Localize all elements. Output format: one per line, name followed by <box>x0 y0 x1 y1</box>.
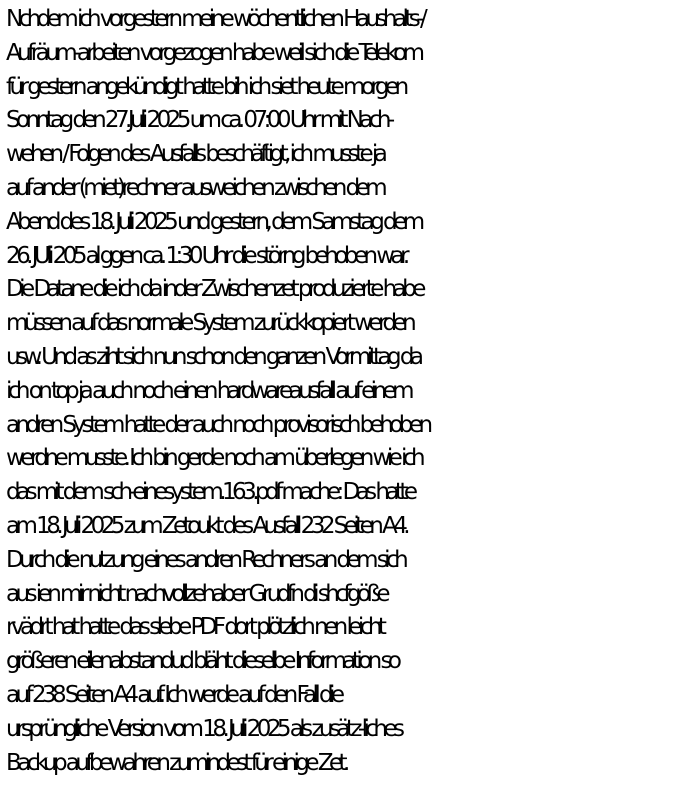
text-line: ich on top ja auch noch einen hardwareausfall auf einem <box>6 377 410 404</box>
text-line: ursprüngliche Version vom 18. Juli 2025 als zusätz-liches <box>6 715 401 742</box>
text-line: am 18. Juli 2025 zum Zetoukt des Ausfall 232 Seiten A4. <box>6 512 407 539</box>
text-line: Sonntag den 27.Juli 2025 um ca. 07:00 Uhr mit Nach- <box>6 107 391 134</box>
text-line: andren System hatte der auch noch provisorisch behoben <box>6 411 429 438</box>
text-line: Aufräum-arbeiten vorgezogen habe weil sich die Telekom <box>6 39 421 66</box>
text-line: müssen auf das normale System zurückkopiert werden <box>6 310 413 337</box>
text-line: 26. JUli 205 al ggen ca. 1:30 Uhr die störng behoben war. <box>6 242 406 269</box>
text-line: Nchdem ich vorgestern meine wöchentlichen Haushalts-/ <box>6 6 424 32</box>
text-line: größeren eilenabstandud bläht dieselbe Information so <box>6 648 398 675</box>
text-line: usw. Und as ziht sich nun schon den ganzen Vormittag da <box>6 343 420 370</box>
text-line: werdne musste. Ich bin gerde noch am überlegen wie ich <box>6 445 421 472</box>
text-line: auf ander (miet)rechner ausweichen zwischen dem <box>6 174 384 201</box>
text-line: für gestern angekündigt hatte bih ich siet heute morgen <box>6 73 405 100</box>
text-line: Abend des 18. Juli 2025 und gestern, dem Samstag dem <box>6 208 421 235</box>
text-line: aus ien mir nicht nachvollzehaber Grudfn di shcfgöße <box>6 580 386 607</box>
text-line: Durch die nutzung eines andren Rechners an dem sich <box>6 546 405 573</box>
text-line: Die Datane die ich da inder Zwischenzet produzierte habe <box>6 276 422 303</box>
text-line: wehen / Folgen des Ausfalls beschäftigt, ich musste ja <box>6 141 384 168</box>
text-line: das mit dem sch-einesystem.163.pdf mache: Das hatte <box>6 479 414 506</box>
document-body <box>6 3 684 780</box>
text-line: Backup aufbewahren zumindest für einige Zet. <box>6 749 346 776</box>
text-line: auf 238 Seiten A4 auf. Ich werde auf den Fall die <box>6 681 341 708</box>
text-line: rvädrt hat hatte das slebe PDF dort plötzlich nen leicht <box>6 614 383 641</box>
